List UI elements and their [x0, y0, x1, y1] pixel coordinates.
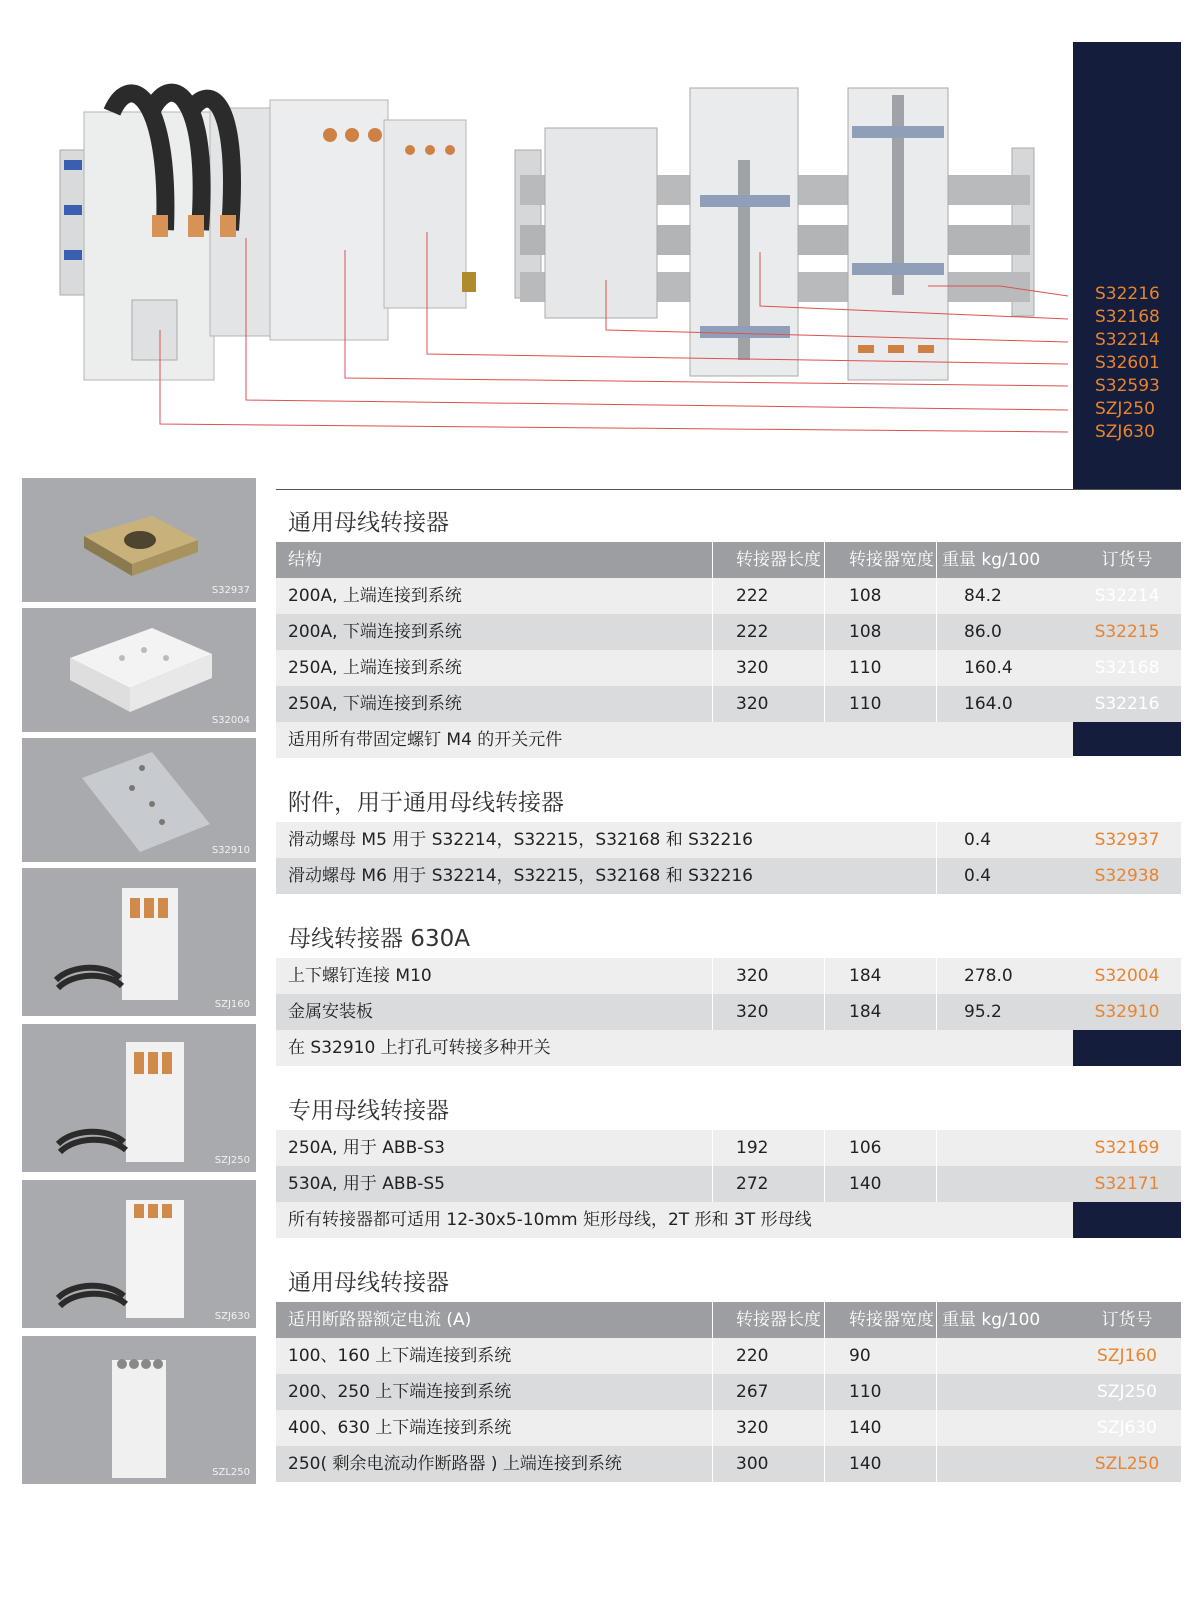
cell-desc: 金属安装板	[288, 1002, 373, 1022]
table-row	[276, 994, 1181, 1030]
cell-order: S32937	[1094, 830, 1160, 850]
callout-code: S32593	[1095, 376, 1160, 396]
szj630-image	[22, 1180, 256, 1328]
thumb-szj250	[22, 1024, 256, 1172]
header-width: 转接器宽度	[849, 1310, 934, 1330]
header-order: 订货号	[1073, 1302, 1181, 1338]
cell-order: SZL250	[1094, 1454, 1160, 1474]
cell-width: 108	[849, 622, 882, 642]
callout-code: S32216	[1095, 284, 1160, 304]
cell-width: 110	[849, 1382, 882, 1402]
table-header	[276, 1302, 1181, 1338]
thumb-mounting-plate	[22, 738, 256, 862]
cell-weight: 95.2	[964, 1002, 1002, 1022]
cell-length: 222	[736, 586, 769, 606]
table-row	[276, 578, 1181, 614]
section-title: 通用母线转接器	[288, 1270, 449, 1296]
cell-desc: 滑动螺母 M6 用于 S32214，S32215，S32168 和 S32216	[288, 866, 753, 886]
cell-length: 300	[736, 1454, 769, 1474]
section-title: 母线转接器 630A	[288, 926, 470, 952]
note-text: 在 S32910 上打孔可转接多种开关	[288, 1038, 551, 1058]
cell-order: S32169	[1094, 1138, 1160, 1158]
callout-code: S32601	[1095, 353, 1160, 373]
header-length: 转接器长度	[736, 550, 821, 570]
cell-desc: 滑动螺母 M5 用于 S32214，S32215，S32168 和 S32216	[288, 830, 753, 850]
cell-weight: 278.0	[964, 966, 1013, 986]
cell-length: 320	[736, 1002, 769, 1022]
callout-code: SZJ630	[1095, 422, 1155, 442]
note-text: 所有转接器都可适用 12-30x5-10mm 矩形母线，2T 形和 3T 形母线	[288, 1210, 812, 1230]
cell-order: S32216	[1094, 694, 1160, 714]
szj250-image	[22, 1024, 256, 1172]
table-row	[276, 822, 1181, 858]
cell-desc: 250A, 下端连接到系统	[288, 694, 462, 714]
cell-desc: 250A, 上端连接到系统	[288, 658, 462, 678]
left-adapter-assembly	[60, 93, 476, 380]
cell-desc: 250( 剩余电流动作断路器 ) 上端连接到系统	[288, 1454, 622, 1474]
thumb-adapter-base	[22, 608, 256, 732]
cell-order: S32171	[1094, 1174, 1160, 1194]
cell-desc: 上下螺钉连接 M10	[288, 966, 432, 986]
thumb-caption: SZJ160	[214, 999, 250, 1010]
cell-width: 110	[849, 658, 882, 678]
cell-width: 140	[849, 1418, 882, 1438]
table-row	[276, 650, 1181, 686]
cell-width: 108	[849, 586, 882, 606]
table-note	[276, 1202, 1073, 1238]
adapter-base-image	[22, 608, 256, 732]
cell-width: 184	[849, 966, 882, 986]
hero-illustration	[0, 0, 1200, 490]
cell-width: 140	[849, 1174, 882, 1194]
cell-length: 320	[736, 694, 769, 714]
thumb-slide-nut	[22, 478, 256, 602]
right-busbar-assembly	[515, 88, 1034, 380]
slide-nut-image	[22, 478, 256, 602]
thumb-caption: SZJ630	[214, 1311, 250, 1322]
table-row	[276, 858, 1181, 894]
cell-order: S32938	[1094, 866, 1160, 886]
thumb-szj160	[22, 868, 256, 1016]
header-rated-current: 适用断路器额定电流 (A)	[288, 1310, 472, 1330]
cell-order: S32215	[1094, 622, 1160, 642]
header-weight: 重量 kg/100	[942, 550, 1041, 570]
cell-order: S32168	[1094, 658, 1160, 678]
thumb-caption: S32910	[211, 845, 250, 856]
header-width: 转接器宽度	[849, 550, 934, 570]
cell-weight: 0.4	[964, 866, 992, 886]
cell-order: SZJ630	[1097, 1418, 1157, 1438]
cell-desc: 530A, 用于 ABB-S5	[288, 1174, 445, 1194]
header-structure: 结构	[288, 550, 322, 570]
callout-code: SZJ250	[1095, 399, 1155, 419]
cell-order: S32004	[1094, 966, 1160, 986]
cell-length: 320	[736, 658, 769, 678]
cell-weight: 84.2	[964, 586, 1002, 606]
table-row	[276, 958, 1181, 994]
header-weight: 重量 kg/100	[942, 1310, 1041, 1330]
cell-desc: 100、160 上下端连接到系统	[288, 1346, 512, 1366]
table-row	[276, 1166, 1181, 1202]
thumb-caption: S32004	[211, 715, 250, 726]
thumb-caption: S32937	[211, 585, 250, 596]
divider	[276, 489, 1181, 490]
thumb-caption: SZJ250	[214, 1155, 250, 1166]
cell-weight: 0.4	[964, 830, 992, 850]
cell-length: 272	[736, 1174, 769, 1194]
header-length: 转接器长度	[736, 1310, 821, 1330]
cell-desc: 400、630 上下端连接到系统	[288, 1418, 512, 1438]
cell-length: 192	[736, 1138, 769, 1158]
note-text: 适用所有带固定螺钉 M4 的开关元件	[288, 730, 563, 750]
table-note	[276, 722, 1073, 758]
cell-length: 320	[736, 966, 769, 986]
cell-width: 140	[849, 1454, 882, 1474]
hero-product-photo	[0, 0, 1200, 490]
cell-desc: 250A, 用于 ABB-S3	[288, 1138, 445, 1158]
cell-order: SZJ160	[1097, 1346, 1157, 1366]
table-row	[276, 1374, 1181, 1410]
table-row	[276, 614, 1181, 650]
cell-weight: 160.4	[964, 658, 1013, 678]
cell-length: 220	[736, 1346, 769, 1366]
cell-desc: 200A, 下端连接到系统	[288, 622, 462, 642]
table-row	[276, 686, 1181, 722]
cell-width: 110	[849, 694, 882, 714]
section-title: 通用母线转接器	[288, 510, 449, 536]
cell-width: 90	[849, 1346, 871, 1366]
callout-code: S32214	[1095, 330, 1160, 350]
cell-weight: 164.0	[964, 694, 1013, 714]
cell-order: SZJ250	[1097, 1382, 1157, 1402]
table-row	[276, 1410, 1181, 1446]
table-row	[276, 1130, 1181, 1166]
section-title: 附件，用于通用母线转接器	[288, 790, 564, 816]
cell-width: 184	[849, 1002, 882, 1022]
szl250-image	[22, 1336, 256, 1484]
thumb-szl250	[22, 1336, 256, 1484]
cell-length: 222	[736, 622, 769, 642]
thumb-caption: SZL250	[212, 1467, 250, 1478]
section-title: 专用母线转接器	[288, 1098, 449, 1124]
table-note	[276, 1030, 1073, 1066]
cell-desc: 200A, 上端连接到系统	[288, 586, 462, 606]
cell-weight: 86.0	[964, 622, 1002, 642]
header-order: 订货号	[1073, 542, 1181, 578]
cell-order: S32214	[1094, 586, 1160, 606]
table-row	[276, 1338, 1181, 1374]
cell-length: 267	[736, 1382, 769, 1402]
mounting-plate-image	[22, 738, 256, 862]
table-header	[276, 542, 1181, 578]
cell-width: 106	[849, 1138, 882, 1158]
cell-order: S32910	[1094, 1002, 1160, 1022]
szj160-image	[22, 868, 256, 1016]
thumb-szj630	[22, 1180, 256, 1328]
callout-code: S32168	[1095, 307, 1160, 327]
cell-desc: 200、250 上下端连接到系统	[288, 1382, 512, 1402]
cell-length: 320	[736, 1418, 769, 1438]
table-row	[276, 1446, 1181, 1482]
